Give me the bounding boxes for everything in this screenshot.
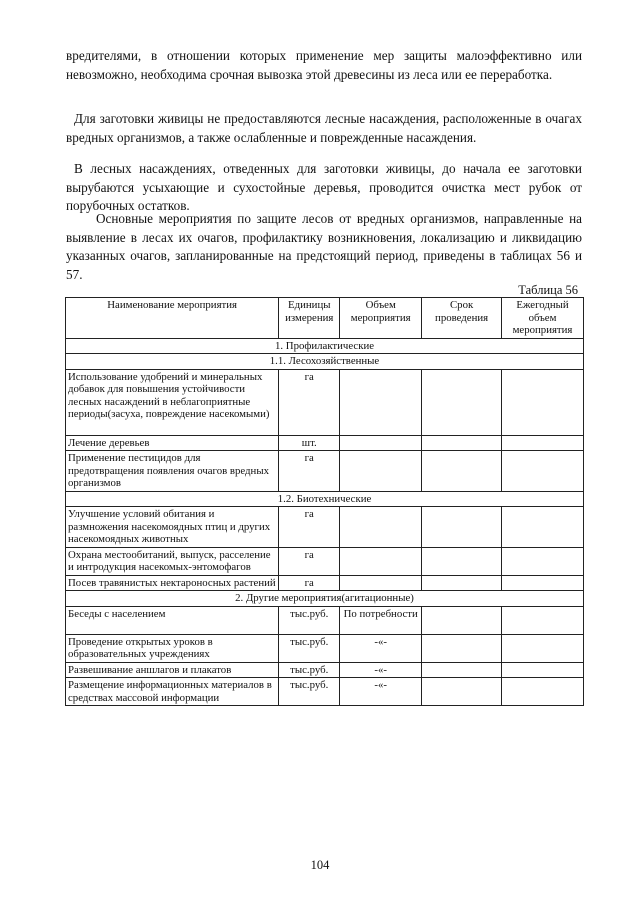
table-row [66, 507, 584, 548]
row-unit: тыс.руб. [279, 662, 340, 678]
table-row [66, 547, 584, 575]
row-name: Охрана местообитаний, выпуск, расселение и интродукция насекомых-энтомофагов [66, 547, 279, 575]
row-unit: тыс.руб. [279, 606, 340, 634]
row-annual [502, 369, 584, 435]
row-name: Посев травянистых нектароносных растений [66, 575, 279, 591]
table-row [66, 634, 584, 662]
row-annual [502, 575, 584, 591]
table-row [66, 662, 584, 678]
table-row [66, 369, 584, 435]
row-name: Размещение информационных материалов в средствах массовой информации [66, 678, 279, 706]
row-unit: га [279, 369, 340, 435]
row-volume: -«- [340, 662, 422, 678]
section-row [66, 354, 584, 370]
row-annual [502, 547, 584, 575]
row-name: Использование удобрений и минеральных добавок для повышения устойчивости лесных насаждений в неблагоприятные периоды(засуха, повреждение насекомыми) [66, 369, 279, 435]
row-term [422, 678, 502, 706]
table-row [66, 575, 584, 591]
row-term [422, 507, 502, 548]
row-term [422, 547, 502, 575]
row-name: Улучшение условий обитания и размножения насекомоядных птиц и других насекомоядных животных [66, 507, 279, 548]
row-unit: тыс.руб. [279, 634, 340, 662]
row-name: Лечение деревьев [66, 435, 279, 451]
header-volume: Объем мероприятия [340, 298, 422, 339]
row-volume [340, 507, 422, 548]
row-term [422, 634, 502, 662]
row-unit: га [279, 547, 340, 575]
section-row [66, 591, 584, 607]
row-annual [502, 634, 584, 662]
table-row [66, 435, 584, 451]
row-term [422, 451, 502, 492]
row-annual [502, 662, 584, 678]
row-annual [502, 435, 584, 451]
row-volume [340, 547, 422, 575]
row-term [422, 435, 502, 451]
row-term [422, 662, 502, 678]
section-row [66, 338, 584, 354]
row-name: Беседы с населением [66, 606, 279, 634]
paragraph-4: Основные мероприятия по защите лесов от вредных организмов, направленные на выявление в лесах их очагов, профилактику возникновения, локализацию и ликвидацию указанных очагов, запланированные на предстоящий период, приведены в таблицах 56 и 57. [66, 211, 582, 282]
row-unit: шт. [279, 435, 340, 451]
row-name: Проведение открытых уроков в образовательных учреждениях [66, 634, 279, 662]
table-header-row [66, 298, 584, 339]
table-caption: Таблица 56 [518, 283, 578, 297]
row-unit: га [279, 575, 340, 591]
row-annual [502, 451, 584, 492]
table-row [66, 606, 584, 634]
row-volume [340, 451, 422, 492]
row-volume [340, 575, 422, 591]
row-volume: -«- [340, 634, 422, 662]
paragraph-2: Для заготовки живицы не предоставляются лесные насаждения, расположенные в очагах вредных организмов, а также ослабленные и поврежденные насаждения. [66, 111, 582, 145]
row-name: Развешивание аншлагов и плакатов [66, 662, 279, 678]
row-unit: га [279, 507, 340, 548]
section-title: 2. Другие мероприятия(агитационные) [66, 591, 584, 607]
header-name: Наименование мероприятия [66, 298, 279, 339]
row-term [422, 575, 502, 591]
paragraph-1: вредителями, в отношении которых применение мер защиты малоэффективно или невозможно, необходима срочная вывозка этой древесины из леса или ее переработка. [66, 48, 582, 82]
paragraph-3: В лесных насаждениях, отведенных для заготовки живицы, до начала ее заготовки вырубаются усыхающие и сухостойные деревья, проводится очистка мест рубок от порубочных остатков. [66, 161, 582, 213]
section-title: 1.2. Биотехнические [66, 491, 584, 507]
table-row [66, 678, 584, 706]
header-unit: Единицы измерения [279, 298, 340, 339]
page-number: 104 [310, 858, 330, 872]
section-title: 1. Профилактические [66, 338, 584, 354]
row-term [422, 369, 502, 435]
row-annual [502, 678, 584, 706]
row-volume [340, 369, 422, 435]
row-unit: га [279, 451, 340, 492]
table-row [66, 451, 584, 492]
row-volume: По потребности [340, 606, 422, 634]
row-name: Применение пестицидов для предотвращения появления очагов вредных организмов [66, 451, 279, 492]
row-volume: -«- [340, 678, 422, 706]
row-term [422, 606, 502, 634]
section-title: 1.1. Лесохозяйственные [66, 354, 584, 370]
header-term: Срок проведения [422, 298, 502, 339]
section-row [66, 491, 584, 507]
row-unit: тыс.руб. [279, 678, 340, 706]
row-volume [340, 435, 422, 451]
row-annual [502, 507, 584, 548]
measures-table [65, 297, 584, 706]
row-annual [502, 606, 584, 634]
header-annual: Ежегодный объем мероприятия [502, 298, 584, 339]
